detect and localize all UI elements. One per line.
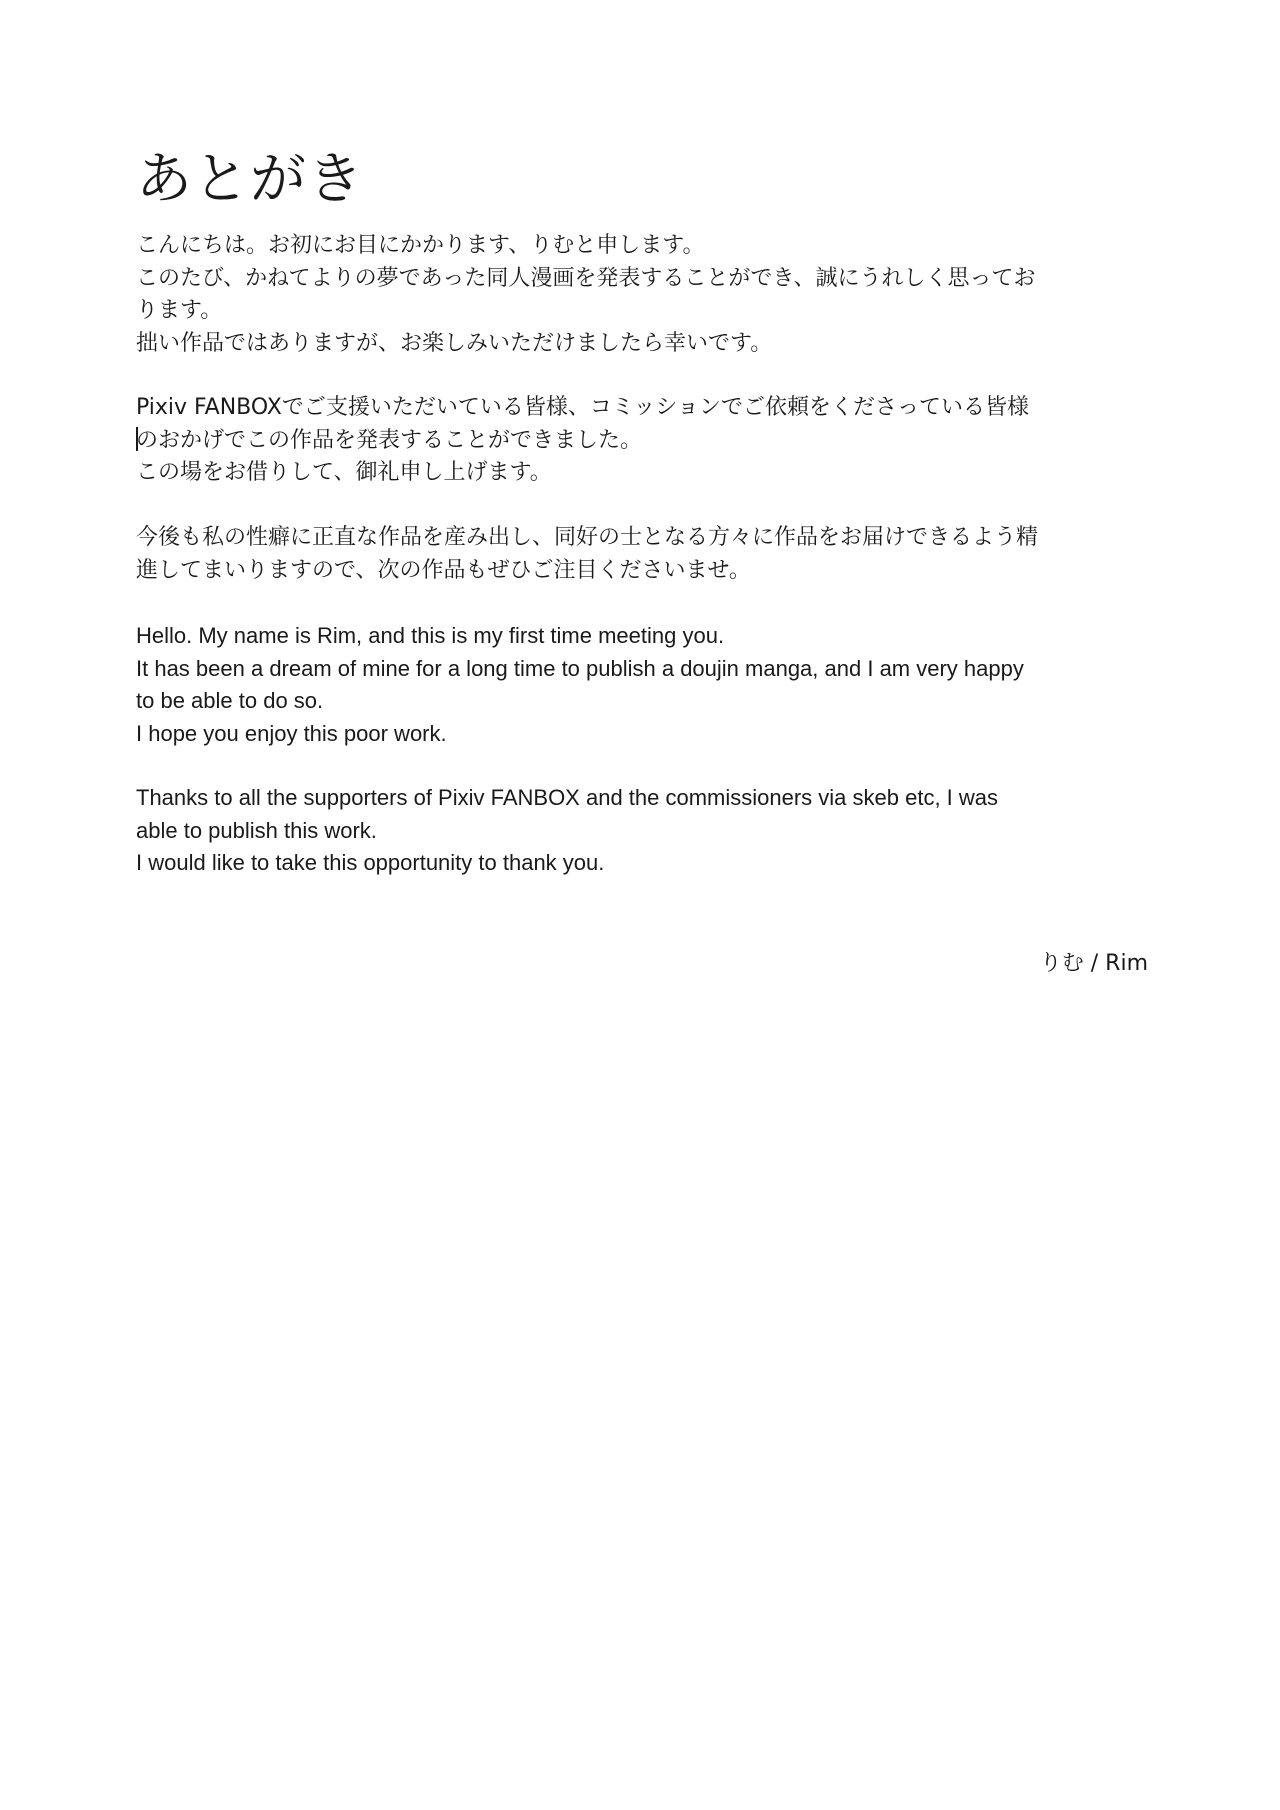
text-line: 進してまいりますので、次の作品もぜひご注目くださいませ。 [136,557,751,583]
text-line: ります。 [136,298,223,323]
text-line: I would like to take this opportunity to thank you. [136,850,605,875]
japanese-paragraph-greeting [136,230,1146,360]
japanese-paragraph-future [136,522,1146,587]
english-paragraph-thanks [136,782,1146,880]
text-line: 拙い作品ではありますが、お楽しみいただけましたら幸いです。 [136,330,773,356]
text-line: 今後も私の性癖に正直な作品を産み出し、同好の士となる方々に作品をお届けできるよう精 [136,525,1039,550]
text-line: I hope you enjoy this poor work. [136,720,447,746]
text-line: この場をお借りして、御礼申し上げます。 [136,460,552,485]
text-line: Pixiv FANBOXでご支援いただいている皆様、コミッションでご依頼をくださっている皆様 [136,395,1029,420]
text-line: このたび、かねてよりの夢であった同人漫画を発表することができ、誠にうれしく思ってお [136,265,1036,291]
text-line-content: のおかげでこの作品を発表することができました。 [136,427,643,453]
text-line: able to publish this work. [136,817,377,843]
text-line: Thanks to all the supporters of Pixiv FANBOX and the commissioners via skeb etc, I was [136,785,999,810]
text-line: Hello. My name is Rim, and this is my first time meeting you. [136,623,725,648]
text-line: こんにちは。お初にお目にかかります、りむと申します。 [136,233,705,258]
english-paragraph-greeting [136,620,1146,750]
text-line: to be able to do so. [136,688,324,713]
page-title: あとがき [136,147,364,212]
text-line-with-caret [136,425,1146,458]
author-signature: りむ / Rim [1039,951,1148,976]
text-line: It has been a dream of mine for a long time to publish a doujin manga, and I am very happy [136,655,1024,681]
japanese-paragraph-thanks [136,392,1146,490]
